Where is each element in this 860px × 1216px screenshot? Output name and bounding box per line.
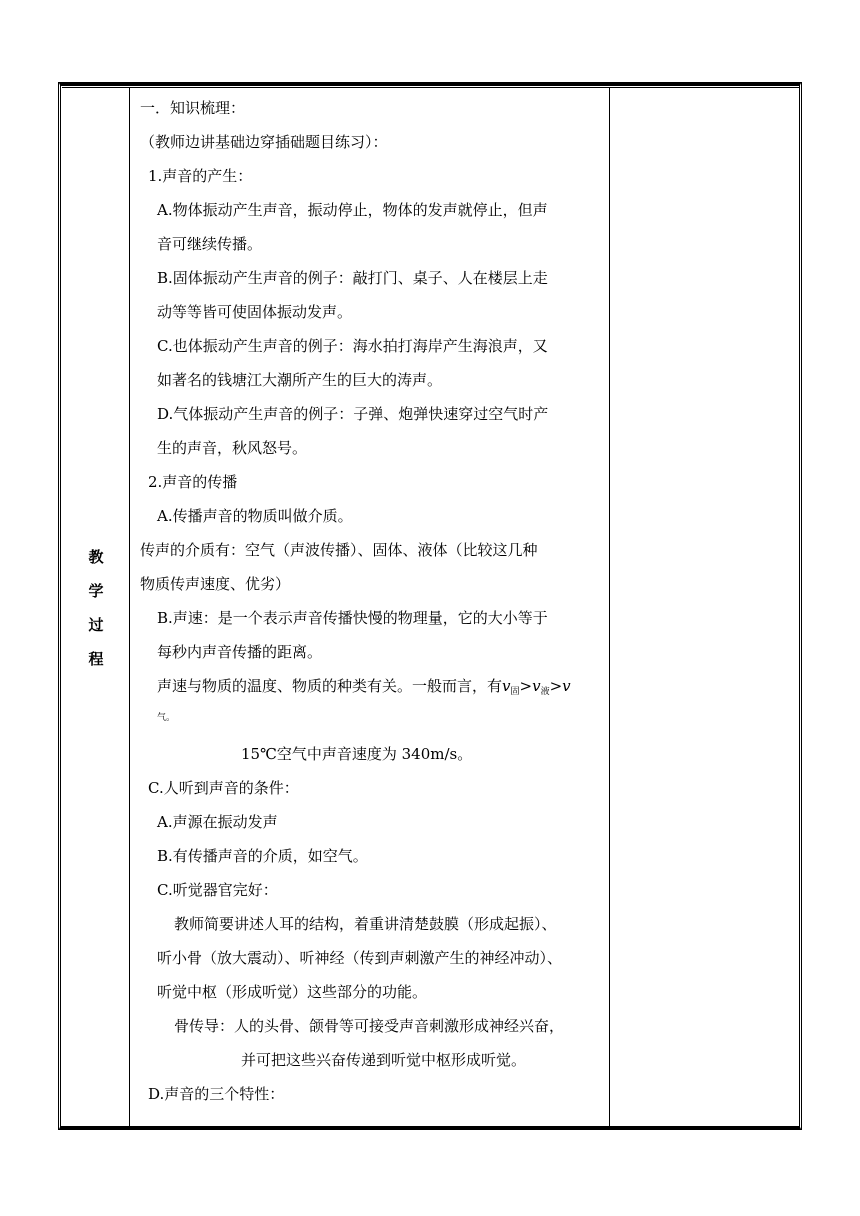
text-line: D.气体振动产生声音的例子：子弹、炮弹快速穿过空气时产	[157, 405, 549, 423]
table-inner-top-border	[62, 87, 799, 88]
formula-gt: >	[519, 677, 533, 695]
text-line: （教师边讲基础边穿插础题目练习）：	[140, 133, 388, 151]
formula-sub-liquid: 液	[540, 687, 550, 697]
text-line: 骨传导：人的头骨、颌骨等可接受声音刺激形成神经兴奋，	[174, 1017, 565, 1035]
text-line: 传声的介质有：空气（声波传播）、固体、液体（比较这几种	[140, 541, 538, 559]
formula-subscript-gas: 气。	[157, 713, 176, 723]
section-label-char: 程	[88, 650, 104, 668]
text-line: B.有传播声音的介质，如空气。	[157, 847, 368, 865]
section-heading: 一．知识梳理：	[140, 99, 246, 117]
section-label-char: 学	[88, 582, 104, 600]
table-inner-bottom-border	[62, 1126, 799, 1127]
text-line: 听觉中枢（形成听觉）这些部分的功能。	[157, 983, 428, 1001]
text-line: B.声速：是一个表示声音传播快慢的物理量，它的大小等于	[157, 609, 548, 627]
text-line: 动等等皆可使固体振动发声。	[157, 303, 353, 321]
formula-v-solid: v	[502, 677, 511, 695]
text-line: 生的声音，秋风怒号。	[157, 439, 308, 457]
formula-v-liquid: v	[532, 677, 541, 695]
text-line: 物质传声速度、优劣）	[140, 575, 291, 593]
text-line: 并可把这些兴奋传递到听觉中枢形成听觉。	[241, 1051, 527, 1069]
section-label	[62, 540, 130, 676]
subsection-heading: 1.声音的产生：	[148, 167, 253, 185]
formula-sub-solid: 固	[510, 687, 520, 697]
text-line: 15℃空气中声音速度为 340m/s。	[241, 745, 473, 763]
subsection-heading: C.人听到声音的条件：	[148, 779, 299, 797]
formula-line	[157, 676, 571, 702]
section-label-char: 过	[88, 616, 104, 634]
text-line: 每秒内声音传播的距离。	[157, 643, 323, 661]
subsection-heading: 2.声音的传播	[148, 473, 238, 491]
section-label-char: 教	[88, 548, 104, 566]
text-line: 音可继续传播。	[157, 235, 263, 253]
text-line: B.固体振动产生声音的例子：敲打门、桌子、人在楼层上走	[157, 269, 548, 287]
text-line: A.传播声音的物质叫做介质。	[157, 507, 353, 525]
subsection-heading: D.声音的三个特性：	[148, 1085, 285, 1103]
text-line: C.听觉器官完好：	[157, 881, 278, 899]
text-line: 教师简要讲述人耳的结构，着重讲清楚鼓膜（形成起振）、	[174, 915, 557, 933]
formula-text: 声速与物质的温度、物质的种类有关。一般而言，有	[157, 677, 503, 695]
text-line: C.也体振动产生声音的例子：海水拍打海岸产生海浪声，又	[157, 337, 548, 355]
text-line: 如著名的钱塘江大潮所产生的巨大的涛声。	[157, 371, 443, 389]
text-line: 听小骨（放大震动）、听神经（传到声刺激产生的神经冲动）、	[157, 949, 563, 967]
text-line: A.声源在振动发声	[157, 813, 278, 831]
formula-v-gas: v	[562, 677, 571, 695]
text-line: A.物体振动产生声音，振动停止，物体的发声就停止，但声	[157, 201, 548, 219]
column-divider-right	[609, 87, 610, 1127]
formula-gt: >	[549, 677, 563, 695]
